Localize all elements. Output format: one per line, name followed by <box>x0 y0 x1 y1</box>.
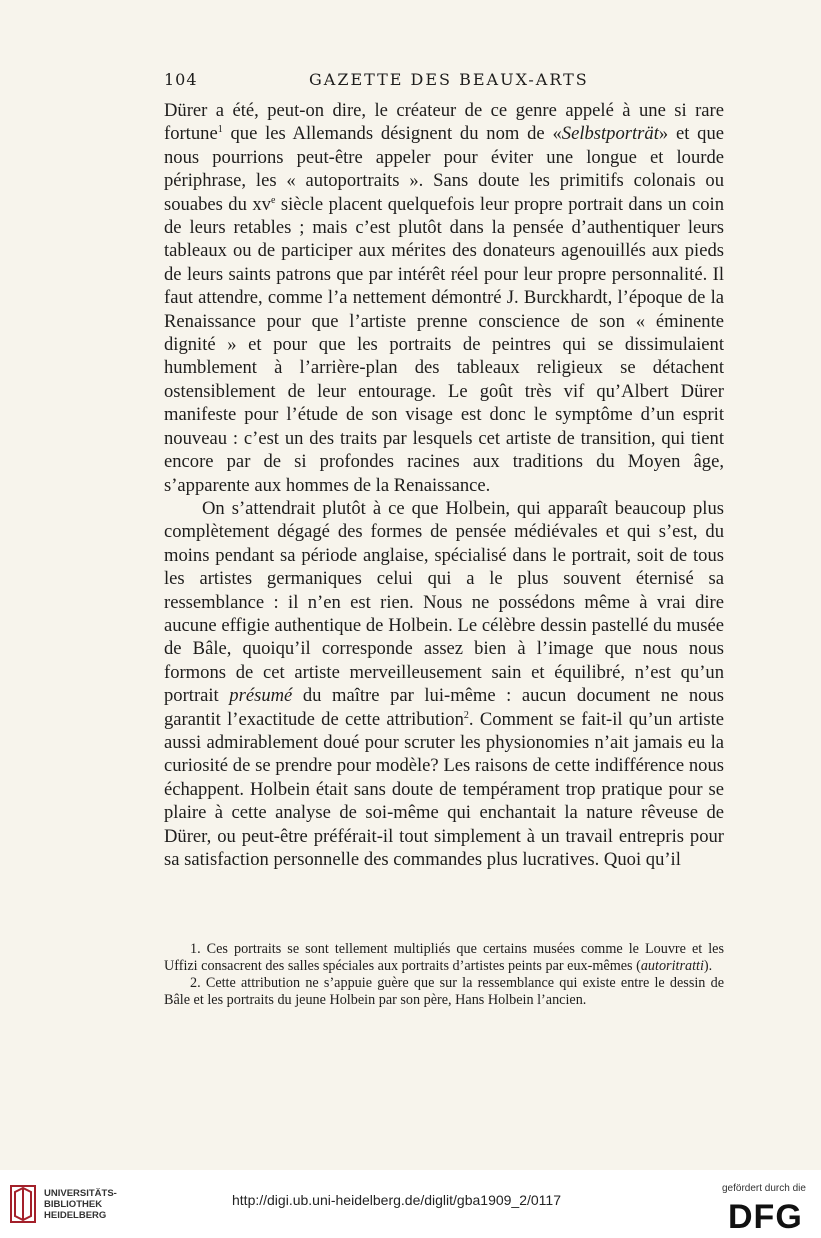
italic-term: autoritratti <box>640 958 704 974</box>
library-line: HEIDELBERG <box>44 1210 107 1221</box>
superscript-e: e <box>270 194 276 206</box>
paragraph-2 <box>164 497 724 872</box>
footnote-ref-2: 2 <box>463 709 469 721</box>
text-run: 1. Ces portraits se sont tellement multipliés que certains musées comme le Louvre et les Uffizi consacrent des salles spéciales aux portraits d’artistes peints par eux-mêmes ( <box>164 941 724 974</box>
text-run: . Comment se fait-il qu’un artiste aussi admirablement doué pour scruter les physionomies n’ait jamais eu la curiosité de se prendre pour modèle? Les raisons de cette indifférence nous échappent. Holbein était sans doute de tempérament trop pratique pour se plaire à cette analyse de soi-même qui enchantait la nature rêveuse de Dürer, ou peut-être préférait-il tout simplement à un travail entrepris pour sa satisfaction personnelle des commandes plus lucratives. Quoi qu’il <box>164 708 724 870</box>
text-run: ). <box>703 958 713 974</box>
library-line: UNIVERSITÄTS- <box>44 1188 117 1199</box>
paragraph-1 <box>164 99 724 497</box>
dfg-logo: DFG <box>728 1198 803 1236</box>
text-run: » et que nous pourrions peut-être appeler pour éviter une longue et lourde périphrase, les « autoportraits ». Sans doute les primitifs colonais ou souabes du xv <box>164 123 725 215</box>
funding-label: gefördert durch die <box>722 1183 806 1194</box>
footnote-2: 2. Cette attribution ne s’appuie guère que sur la ressemblance qui existe entre le dessin de Bâle et les portraits du jeune Holbein par son père, Hans Holbein l’ancien. <box>164 975 724 1008</box>
main-text <box>164 99 724 871</box>
text-run: siècle placent quelquefois leur propre portrait dans un coin de leurs retables ; mais c’est plutôt dans la pensée d’authentiquer leurs tableaux ou de participer aux mérites des donateurs agenouillés aux pieds de leurs saints patrons que par intérêt réel pour leur propre personnalité. Il faut attendre, comme l’a nettement démontré J. Burckhardt, l’époque de la Renaissance pour que l’artiste prenne conscience de son « éminente dignité » et pour que les portraits de peintres qui se dissimulaient humblement à l’arrière-plan des tableaux religieux se détachent ostensiblement de leur entourage. Le goût très vif qu’Albert Dürer manifeste pour l’étude de son visage est donc le symptôme d’un esprit nouveau : c’est un des traits par lesquels cet artiste de transition, qui tient encore par de si profondes racines aux traditions du Moyen âge, s’apparente aux hommes de la Renaissance. <box>164 193 724 496</box>
running-title: GAZETTE DES BEAUX-ARTS <box>309 70 589 89</box>
text-run: du maître par lui-même : aucun document ne nous garantit l’exactitude de cette attribution <box>164 685 724 730</box>
italic-term: Selbstporträt <box>561 123 659 145</box>
footer-bar <box>0 1170 821 1238</box>
text-run: Dürer a été, peut-on dire, le créateur de ce genre appelé à une si rare fortune <box>164 100 724 145</box>
page-number: 104 <box>164 70 198 89</box>
footnote-ref-1: 1 <box>217 124 223 136</box>
text-run: On s’attendrait plutôt à ce que Holbein, qui apparaît beaucoup plus complètement dégagé des formes de pensée médiévales et qui s’est, du moins pendant sa période anglaise, spécialisé dans le portrait, soit de tous les artistes germaniques celui qui a le plus souvent éternisé sa ressemblance : il n’en est rien. Nous ne possédons même à vrai dire aucune effigie authentique de Holbein. Le célèbre dessin pastellé du musée de Bâle, quoiqu’il corresponde assez bien à l’image que nous nous formons de cet artiste merveilleusement sain et équilibré, n’est qu’un portrait <box>164 497 724 707</box>
library-line: BIBLIOTHEK <box>44 1199 103 1210</box>
library-name <box>44 1188 117 1221</box>
permalink-url[interactable]: http://digi.ub.uni-heidelberg.de/diglit/gba1909_2/0117 <box>232 1192 561 1208</box>
footnote-1 <box>164 941 724 975</box>
page-header <box>164 70 724 94</box>
footnotes <box>164 941 724 1009</box>
italic-term: présumé <box>229 685 293 707</box>
library-logo-icon <box>10 1184 36 1224</box>
text-run: que les Allemands désignent du nom de « <box>222 123 562 145</box>
